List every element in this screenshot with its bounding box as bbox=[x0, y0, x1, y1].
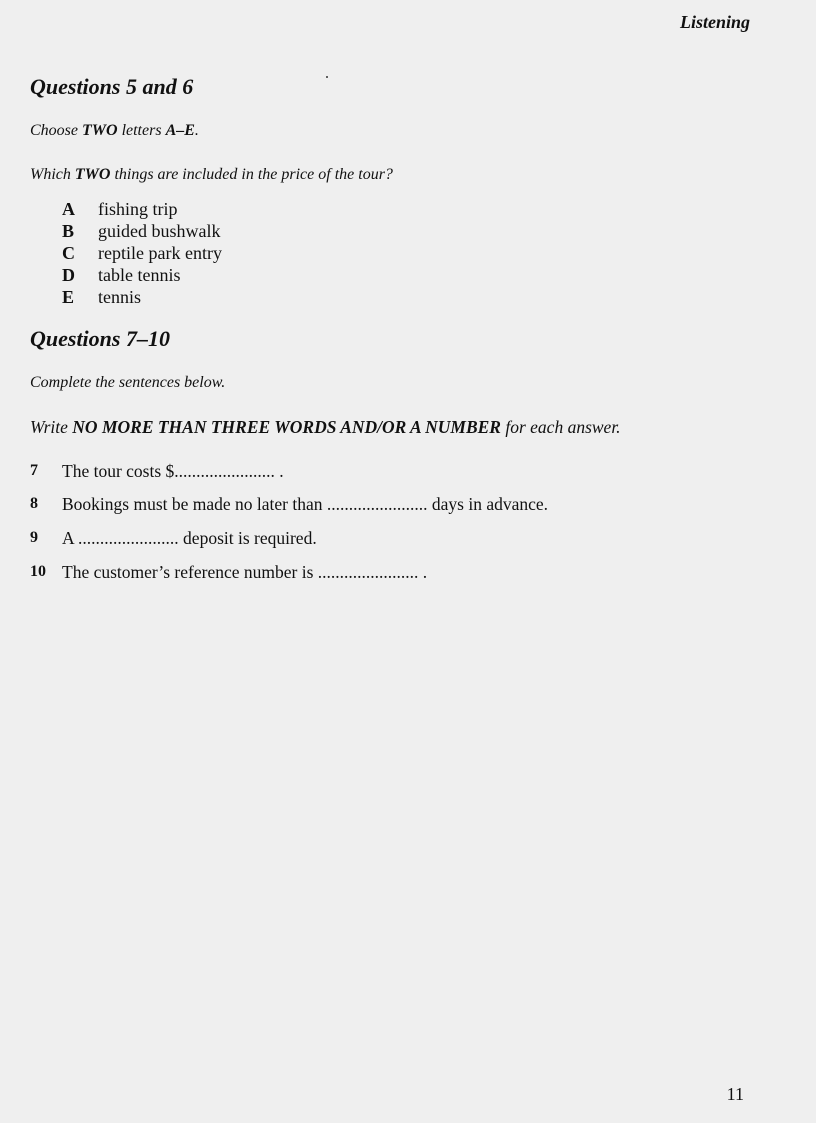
item-text: A ....................... deposit is required. bbox=[62, 528, 317, 548]
option-letter: C bbox=[62, 243, 75, 263]
option-e bbox=[62, 286, 222, 308]
option-letter: B bbox=[62, 221, 75, 241]
option-text: fishing trip bbox=[98, 199, 178, 219]
option-text: table tennis bbox=[98, 265, 181, 285]
question-text: Which TWO things are included in the price of the tour? bbox=[30, 166, 393, 183]
option-letter: E bbox=[62, 287, 75, 307]
scan-speck bbox=[326, 76, 328, 78]
instruction-word-limit: Write NO MORE THAN THREE WORDS AND/OR A NUMBER for each answer. bbox=[30, 417, 621, 437]
sentence-item-9 bbox=[30, 527, 317, 549]
instruction-choose: Choose TWO letters A–E. bbox=[30, 122, 199, 139]
item-text: Bookings must be made no later than ....................... days in advance. bbox=[62, 494, 549, 514]
item-text: The tour costs $....................... . bbox=[62, 461, 284, 481]
item-number: 10 bbox=[30, 563, 46, 580]
option-a bbox=[62, 198, 222, 220]
item-number: 9 bbox=[30, 529, 38, 546]
section-heading-5-6: Questions 5 and 6 bbox=[30, 74, 194, 99]
page-number: 11 bbox=[726, 1084, 744, 1104]
instruction-complete: Complete the sentences below. bbox=[30, 374, 226, 391]
sentence-item-7 bbox=[30, 460, 284, 482]
option-text: reptile park entry bbox=[98, 243, 222, 263]
sentence-item-8 bbox=[30, 493, 548, 515]
option-list bbox=[62, 198, 222, 308]
item-number: 8 bbox=[30, 495, 38, 512]
option-c bbox=[62, 242, 222, 264]
option-letter: A bbox=[62, 199, 75, 219]
sentence-item-10 bbox=[30, 561, 427, 583]
running-head: Listening bbox=[679, 12, 750, 32]
option-text: tennis bbox=[98, 287, 141, 307]
item-text: The customer’s reference number is ....................... . bbox=[62, 562, 428, 582]
option-b bbox=[62, 220, 222, 242]
section-heading-7-10: Questions 7–10 bbox=[30, 326, 170, 351]
option-letter: D bbox=[62, 265, 75, 285]
option-d bbox=[62, 264, 222, 286]
option-text: guided bushwalk bbox=[98, 221, 221, 241]
item-number: 7 bbox=[30, 462, 38, 479]
